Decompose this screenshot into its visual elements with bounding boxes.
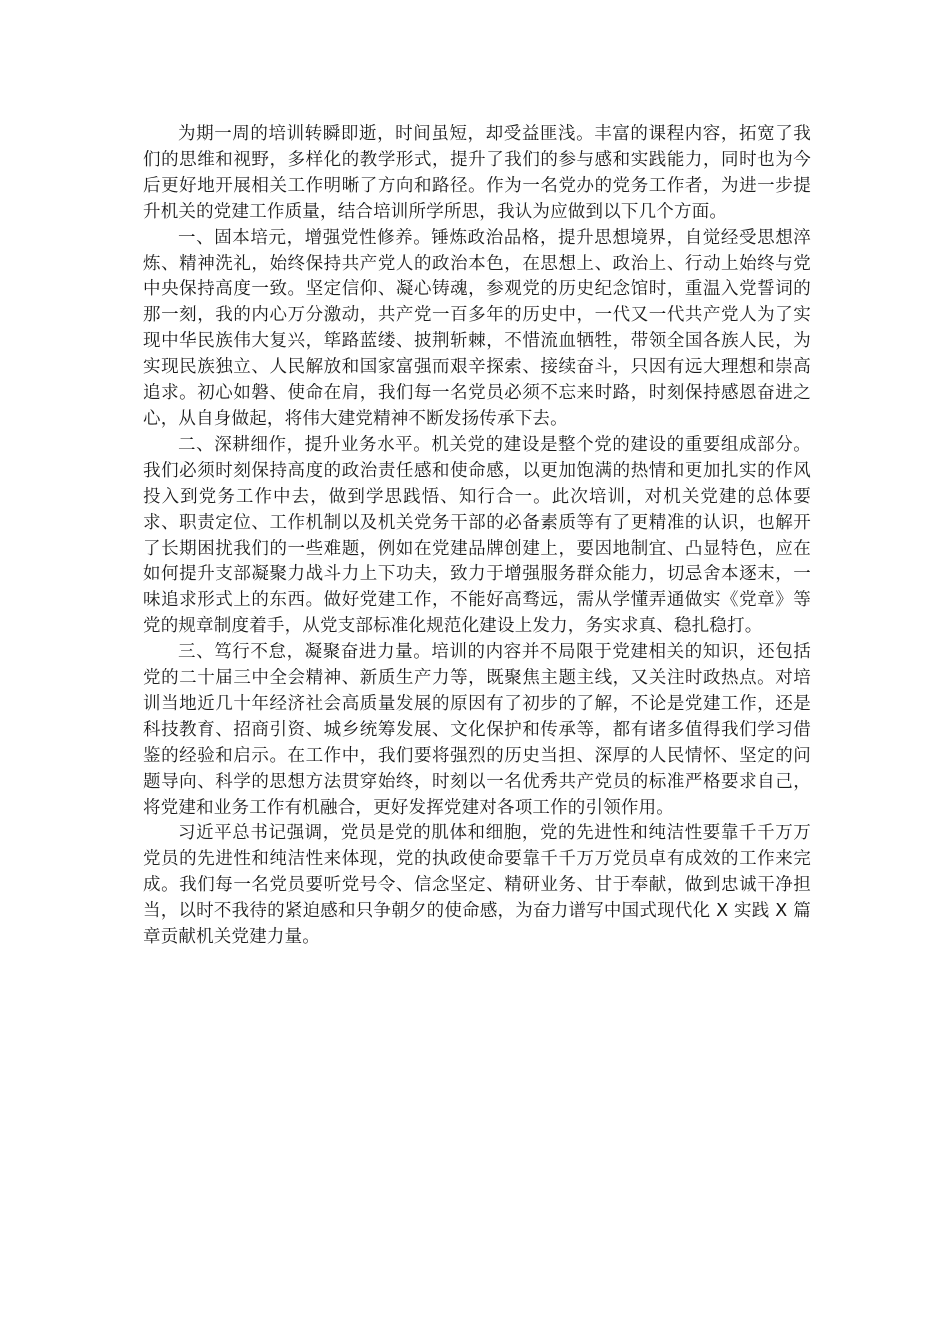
paragraph-section-three: 三、笃行不怠，凝聚奋进力量。培训的内容并不局限于党建相关的知识，还包括党的二十届三中全会精神、新质生产力等，既聚焦主题主线，又关注时政热点。对培训当地近几十年经济社会高质量发展的原因有了初步的了解，不论是党建工作，还是科技教育、招商引资、城乡统筹发展、文化保护和传承等，都有诸多值得我们学习借鉴的经验和启示。在工作中，我们要将强烈的历史当担、深厚的人民情怀、坚定的问题导向、科学的思想方法贯穿始终，时刻以一名优秀共产党员的标准严格要求自己，将党建和业务工作有机融合，更好发挥党建对各项工作的引领作用。 [143,642,811,818]
paragraph-section-two: 二、深耕细作，提升业务水平。机关党的建设是整个党的建设的重要组成部分。我们必须时刻保持高度的政治责任感和使命感，以更加饱满的热情和更加扎实的作风投入到党务工作中去，做到学思践悟、知行合一。此次培训，对机关党建的总体要求、职责定位、工作机制以及机关党务干部的必备素质等有了更精准的认识，也解开了长期困扰我们的一些难题，例如在党建品牌创建上，要因地制宜、凸显特色，应在如何提升支部凝聚力战斗力上下功夫，致力于增强服务群众能力，切忌舍本逐末，一味追求形式上的东西。做好党建工作，不能好高骛远，需从学懂弄通做实《党章》等党的规章制度着手，从党支部标准化规范化建设上发力，务实求真、稳扎稳打。 [143,434,811,637]
paragraph-conclusion: 习近平总书记强调，党员是党的肌体和细胞，党的先进性和纯洁性要靠千千万万党员的先进性和纯洁性来体现，党的执政使命要靠千千万万党员卓有成效的工作来完成。我们每一名党员要听党号令、信念坚定、精研业务、甘于奉献，做到忠诚干净担当，以时不我待的紧迫感和只争朝夕的使命感，为奋力谱写中国式现代化 X 实践 X 篇章贡献机关党建力量。 [143,823,811,948]
document-body [143,122,811,951]
paragraph-intro: 为期一周的培训转瞬即逝，时间虽短，却受益匪浅。丰富的课程内容，拓宽了我们的思维和视野，多样化的教学形式，提升了我们的参与感和实践能力，同时也为今后更好地开展相关工作明晰了方向和路径。作为一名党办的党务工作者，为进一步提升机关的党建工作质量，结合培训所学所思，我认为应做到以下几个方面。 [143,124,811,222]
paragraph-section-one: 一、固本培元，增强党性修养。锤炼政治品格，提升思想境界，自觉经受思想淬炼、精神洗礼，始终保持共产党人的政治本色，在思想上、政治上、行动上始终与党中央保持高度一致。坚定信仰、凝心铸魂，参观党的历史纪念馆时，重温入党誓词的那一刻，我的内心万分激动，共产党一百多年的历史中，一代又一代共产党人为了实现中华民族伟大复兴，筚路蓝缕、披荆斩棘，不惜流血牺牲，带领全国各族人民，为实现民族独立、人民解放和国家富强而艰辛探索、接续奋斗，只因有远大理想和崇高追求。初心如磐、使命在肩，我们每一名党员必须不忘来时路，时刻保持感恩奋进之心，从自身做起，将伟大建党精神不断发扬传承下去。 [143,227,811,429]
